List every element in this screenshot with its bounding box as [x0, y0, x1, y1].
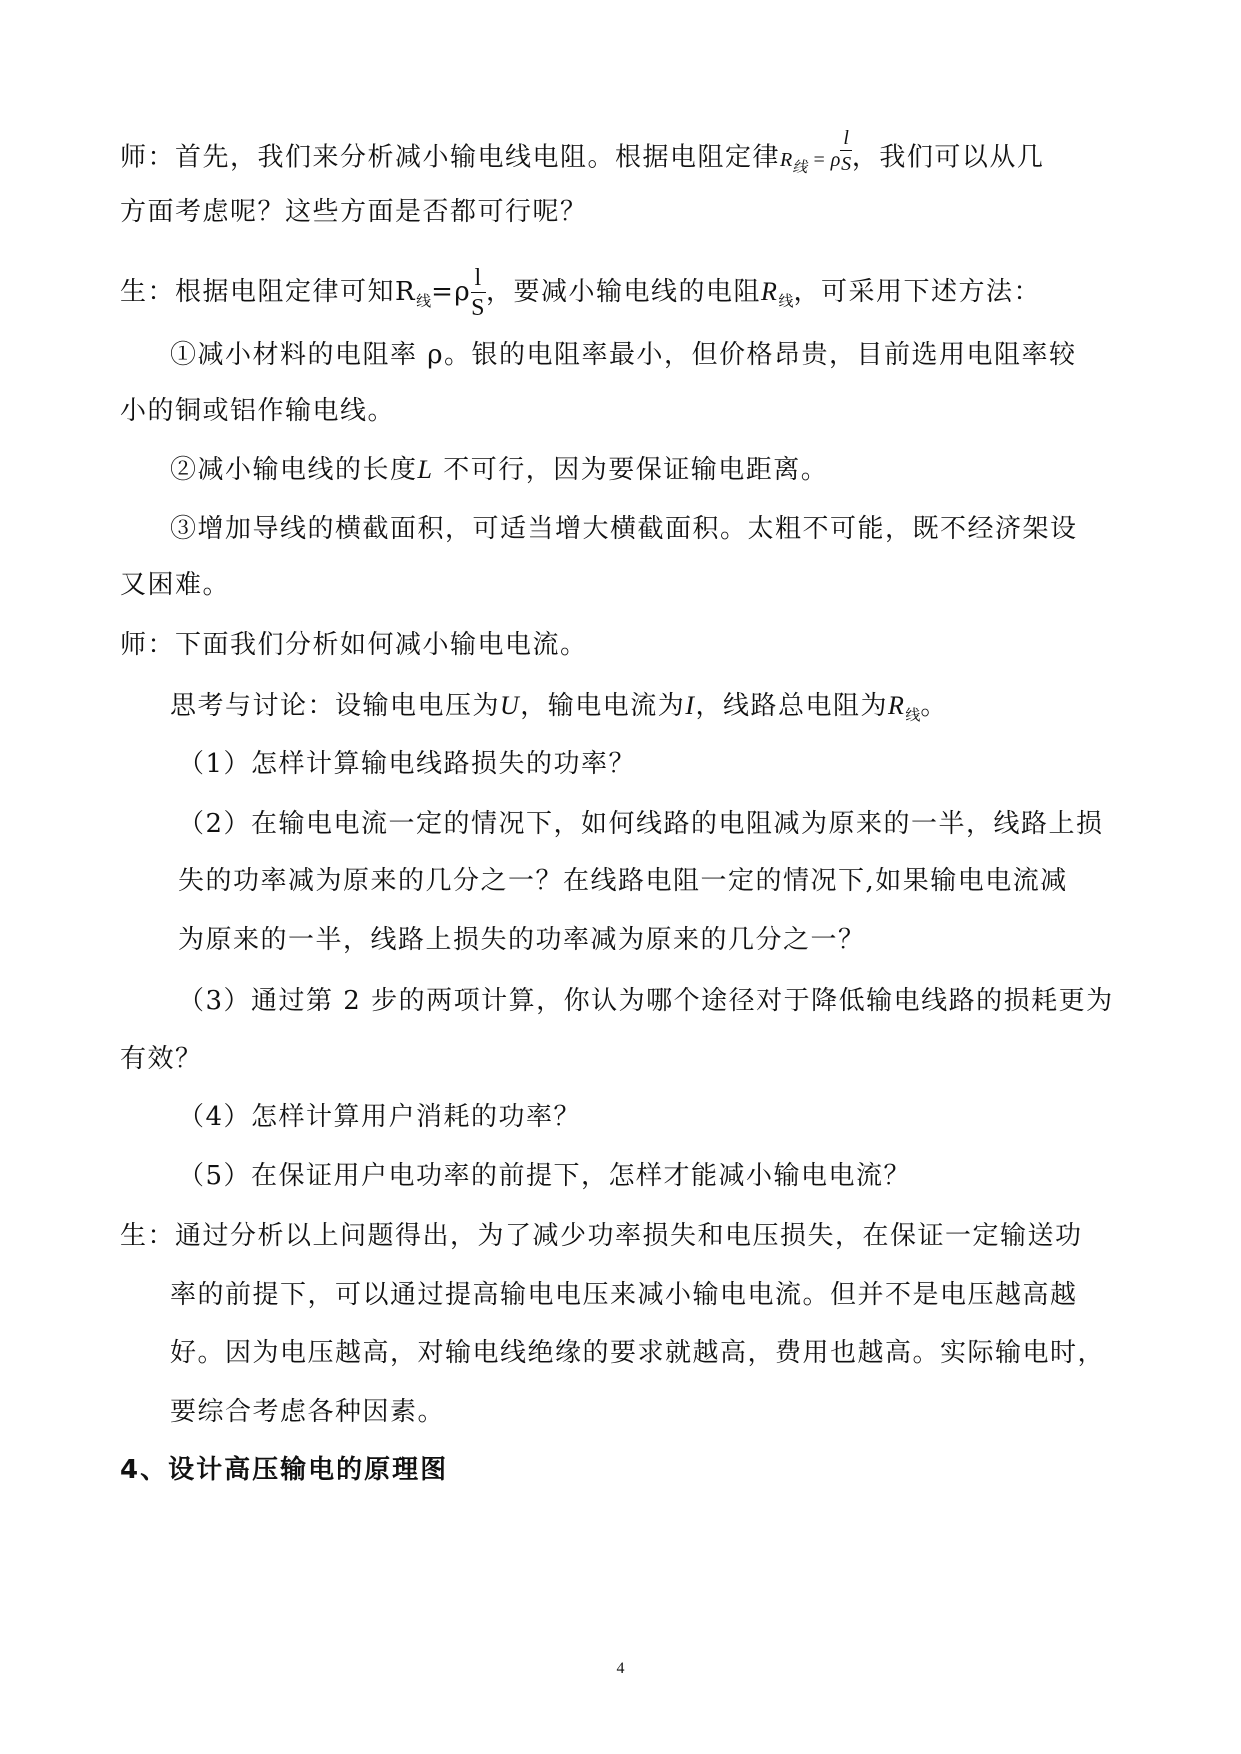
question-4: （4）怎样计算用户消耗的功率？: [178, 1102, 582, 1132]
formula-rho-l-over-s: =ρ $\frac{l}{S}$: [431, 265, 487, 321]
paragraph-line: [120, 127, 1045, 184]
paragraph-line: 有效？: [120, 1044, 203, 1074]
paragraph-line: 率的前提下，可以通过提高输电电压来减小输电电流。但并不是电压越高越: [170, 1280, 1078, 1310]
question-3: （3）通过第 2 步的两项计算，你认为哪个途径对于降低输电线路的损耗更为: [178, 986, 1114, 1016]
paragraph-line: 为原来的一半，线路上损失的功率减为原来的几分之一？: [178, 925, 866, 955]
page-number: 4: [616, 1660, 625, 1677]
paragraph-line: 师：下面我们分析如何减小输电电流。: [120, 630, 588, 660]
paragraph-line: 好。因为电压越高，对输电线绝缘的要求就越高，费用也越高。实际输电时，: [170, 1338, 1106, 1368]
formula-resistance-law: $R_线 = \rho$ $\frac{l}{S}$: [780, 127, 852, 176]
text: 师：首先，我们来分析减小输电线电阻。根据电阻定律: [120, 142, 781, 173]
paragraph-line: ②减小输电线的长度L 不可行，因为要保证输电距离。: [170, 455, 829, 485]
paragraph-line: 要综合考虑各种因素。: [170, 1397, 446, 1427]
question-1: （1）怎样计算输电线路损失的功率？: [178, 749, 637, 779]
paragraph-line: 思考与讨论：设输电电压为U，输电电流为I，线路总电阻为$R_线$。: [170, 691, 948, 724]
paragraph-line: 生：根据电阻定律可知$R_线=\rho$ $\frac{l}{S}$ ，要减小输电线的电阻$R_线$，可采用下述方法：: [120, 265, 1041, 321]
question-5: （5）在保证用户电功率的前提下，怎样才能减小输电电流？: [178, 1161, 912, 1191]
paragraph-line: ③增加导线的横截面积，可适当增大横截面积。太粗不可能，既不经济架设: [170, 514, 1078, 544]
paragraph-line: 又困难。: [120, 570, 231, 600]
paragraph-line: 方面考虑呢？这些方面是否都可行呢？: [120, 197, 588, 227]
paragraph-line: ①减小材料的电阻率 ρ。银的电阻率最小，但价格昂贵，目前选用电阻率较: [170, 340, 1077, 370]
text: ，我们可以从几: [851, 142, 1045, 173]
paragraph-line: 生：通过分析以上问题得出，为了减少功率损失和电压损失，在保证一定输送功: [120, 1221, 1083, 1251]
question-2: （2）在输电电流一定的情况下，如何线路的电阻减为原来的一半，线路上损: [178, 809, 1104, 839]
paragraph-line: 小的铜或铝作输电线。: [120, 396, 396, 426]
section-heading: 4、设计高压输电的原理图: [120, 1455, 449, 1485]
paragraph-line: 失的功率减为原来的几分之一？在线路电阻一定的情况下,如果输电电流减: [178, 866, 1068, 896]
